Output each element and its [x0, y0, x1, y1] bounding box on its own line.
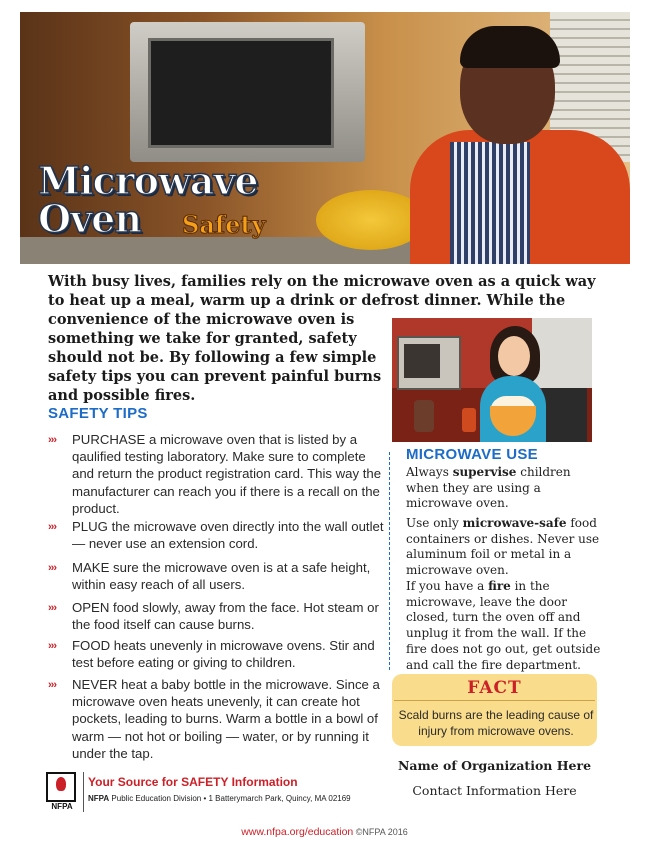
tip-lead: MAKE	[72, 560, 110, 575]
kitchen-illustration	[392, 318, 592, 442]
footer-title: Your Source for SAFETY Information	[88, 775, 298, 789]
tip-text: heats unevenly in microwave ovens. Stir and test before eating or giving to children.	[72, 638, 375, 671]
illustration-cabinet	[532, 318, 592, 388]
bullet-chevron-icon: ›››	[48, 602, 56, 614]
use-paragraph-safe-containers	[406, 516, 601, 579]
microwave-use-heading: MICROWAVE USE	[406, 446, 538, 463]
bullet-chevron-icon: ›››	[48, 521, 56, 533]
fact-title: FACT	[467, 678, 522, 698]
illustration-microwave-window	[404, 344, 440, 378]
fact-divider	[394, 700, 595, 701]
website-link[interactable]: www.nfpa.org/education	[241, 826, 354, 838]
bullet-chevron-icon: ›››	[48, 640, 56, 652]
flame-icon	[56, 777, 66, 791]
footer-org: NFPA	[88, 794, 110, 803]
tip-lead: FOOD	[72, 638, 111, 653]
man-hair	[460, 26, 560, 68]
illustration-jar	[414, 400, 434, 432]
footer-address-text: Public Education Division • 1 Batterymarch Park, Quincy, MA 02169	[109, 794, 351, 803]
illustration-bottle	[462, 408, 476, 432]
tip-lead: NEVER	[72, 677, 118, 692]
fact-text: Scald burns are the leading cause of injury from microwave ovens.	[398, 708, 594, 738]
nfpa-logo-text: NFPA	[51, 802, 73, 811]
use-text: food containers or dishes. Never use aluminum foil or metal in a microwave oven.	[406, 516, 600, 578]
tip-lead: OPEN	[72, 600, 110, 615]
use-paragraph-supervise	[406, 465, 601, 512]
footer-url-line	[0, 826, 649, 838]
tip-text: the microwave oven directly into the wall outlet — never use an extension cord.	[72, 519, 384, 552]
organization-contact: Contact Information Here	[412, 783, 577, 798]
title-oven: Oven	[38, 196, 141, 241]
use-text: children when they are using a microwave oven.	[406, 465, 571, 511]
bullet-chevron-icon: ›››	[48, 562, 56, 574]
use-emphasis: microwave-safe	[462, 516, 567, 530]
illustration-stove	[542, 388, 587, 442]
safety-tips-heading: SAFETY TIPS	[48, 405, 148, 422]
use-text: in the microwave, leave the door closed, turn the oven off and unplug it from the wall. If the fire does not go out, get outside and call the fire department.	[406, 579, 601, 672]
illustration-woman-face	[498, 336, 530, 376]
intro-part-1: With busy lives, families rely on the microwave oven as a quick way to heat up a meal, warm up a drink or defrost dinner. While the	[48, 273, 596, 309]
bullet-chevron-icon: ›››	[48, 679, 56, 691]
organization-name: Name of Organization Here	[397, 758, 592, 773]
title-safety: Safety	[182, 210, 266, 239]
bullet-chevron-icon: ›››	[48, 434, 56, 446]
microwave-window	[148, 38, 334, 148]
footer-divider	[83, 772, 84, 812]
use-text: Use only	[406, 516, 463, 530]
use-emphasis: fire	[488, 579, 511, 593]
intro-part-2: convenience of the microwave oven is something we take for granted, safety should not be. By following a few simple safety tips you can prevent painful burns and possible fires.	[48, 311, 382, 404]
footer-address	[88, 794, 351, 803]
use-text: Always	[406, 465, 453, 479]
use-paragraph-fire	[406, 579, 601, 673]
title-microwave: Microwave	[38, 158, 258, 203]
column-divider	[389, 452, 390, 670]
copyright: ©NFPA 2016	[353, 827, 408, 837]
tip-lead: PLUG	[72, 519, 108, 534]
tip-lead: PURCHASE	[72, 432, 146, 447]
tip-text: heat a baby bottle in the microwave. Since a microwave oven heats unevenly, it can create hot pockets, leading to burns. Warm a bottle in a bowl of warm — not hot or boiling — water, or by running it under the tap.	[72, 677, 380, 761]
tip-text: sure the microwave oven is at a safe height, within easy reach of all users.	[72, 560, 371, 593]
striped-apron	[450, 142, 530, 264]
tip-text: food slowly, away from the face. Hot steam or the food itself can cause burns.	[72, 600, 379, 633]
use-emphasis: supervise	[452, 465, 517, 479]
use-text: If you have a	[406, 579, 489, 593]
tip-text: a microwave oven that is listed by a qaulified testing laboratory. Make sure to complete and return the product registration card. This way the manufacturer can reach you if there is a recall on the product.	[72, 432, 382, 516]
